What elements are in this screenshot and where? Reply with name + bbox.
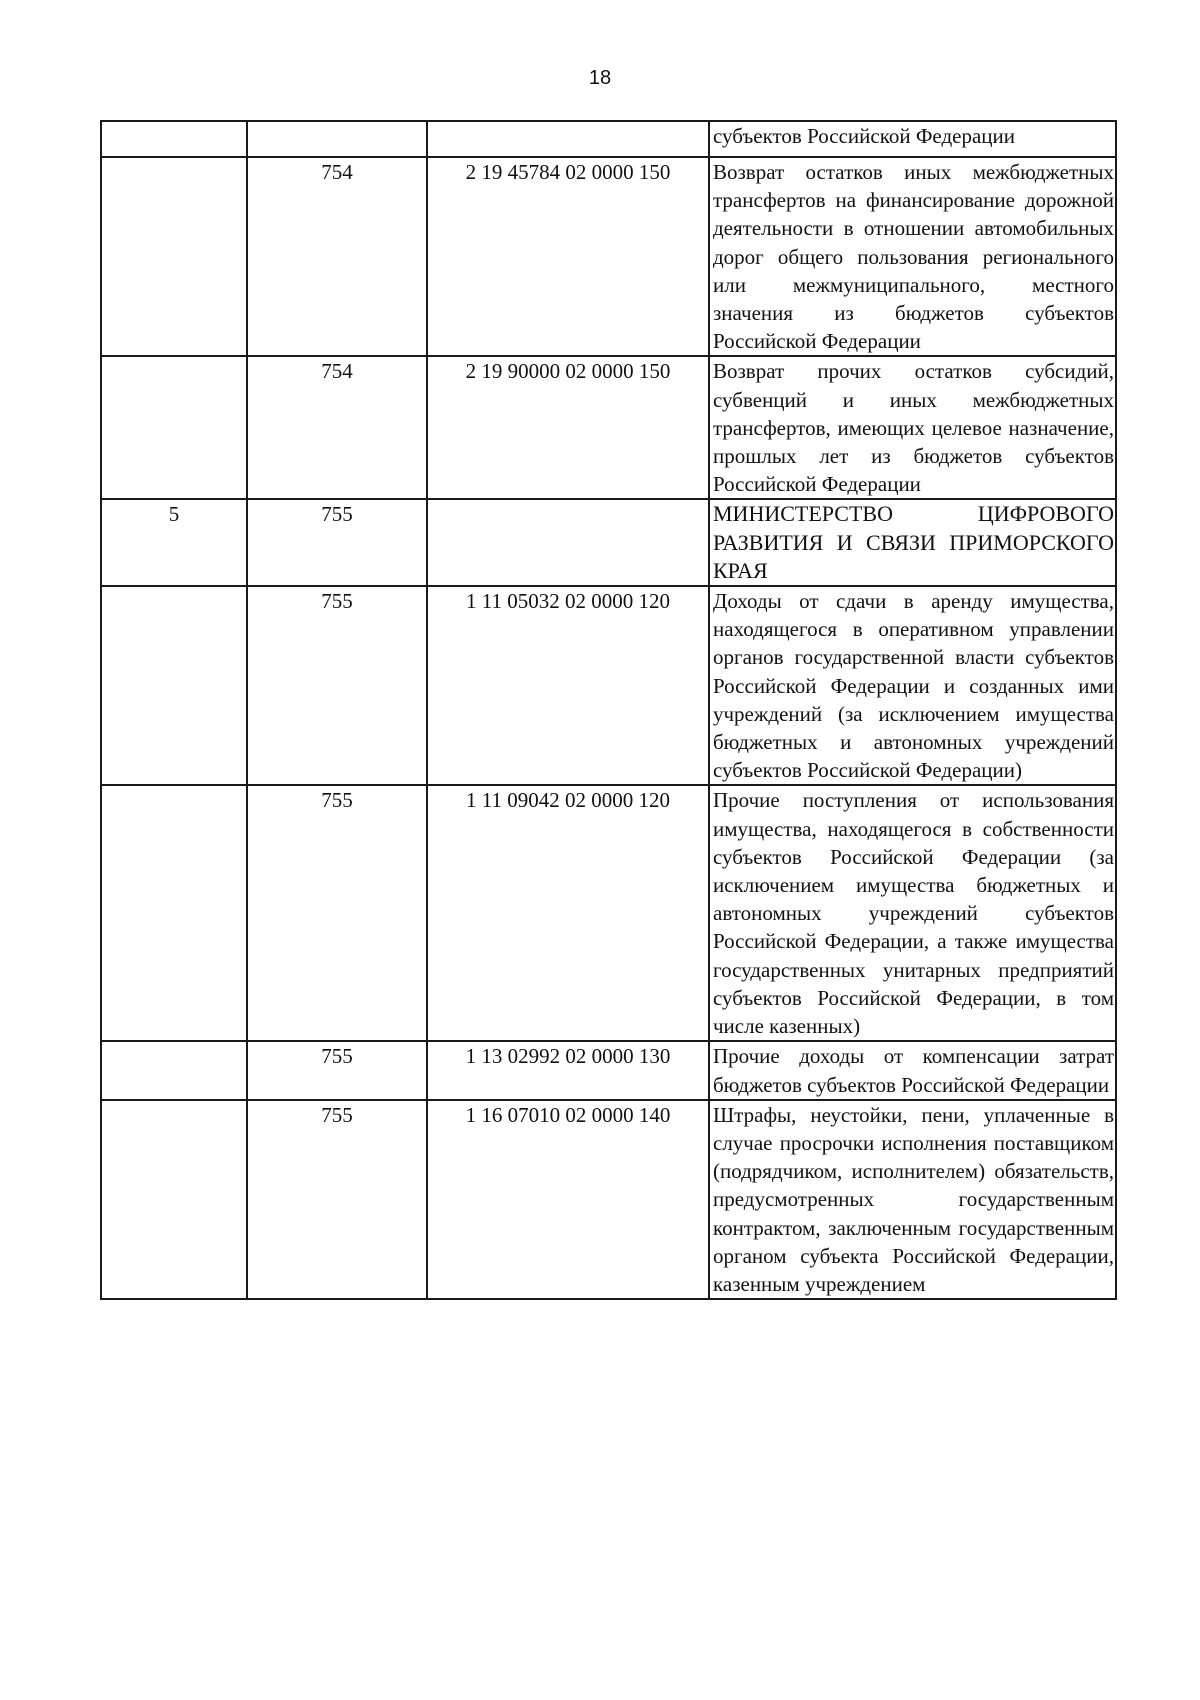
budget-classification-code-cell: 2 19 45784 02 0000 150 (427, 157, 709, 356)
table-row (101, 1100, 1116, 1299)
administrator-code-cell (247, 121, 427, 157)
revenue-name-text: Прочие доходы от компенсации затрат бюджетов субъектов Российской Федерации (713, 1044, 1114, 1097)
revenue-administrators-table (100, 120, 1117, 1300)
table-row (101, 121, 1116, 157)
administrator-code-cell: 755 (247, 1100, 427, 1299)
administrator-code-cell: 755 (247, 586, 427, 785)
budget-classification-code-cell: 1 16 07010 02 0000 140 (427, 1100, 709, 1299)
revenue-name-cell (709, 785, 1116, 1041)
revenue-name-text: Возврат остатков иных межбюджетных трансфертов на финансирование дорожной деятельности в отношении автомобильных дорог общего пользования регионального или межмуниципального, местного значения из бюджетов субъектов Российской Федерации (713, 160, 1114, 354)
revenue-name-cell (709, 157, 1116, 356)
table-row (101, 157, 1116, 356)
budget-classification-code-cell (427, 121, 709, 157)
revenue-name-cell (709, 586, 1116, 785)
revenue-name-text: Возврат прочих остатков субсидий, субвенций и иных межбюджетных трансфертов, имеющих целевое назначение, прошлых лет из бюджетов субъектов Российской Федерации (713, 359, 1114, 497)
row-number-cell (101, 586, 247, 785)
ministry-name-text: МИНИСТЕРСТВО ЦИФРОВОГО РАЗВИТИЯ И СВЯЗИ ПРИМОРСКОГО КРАЯ (713, 501, 1114, 583)
revenue-name-cell (709, 1041, 1116, 1099)
administrator-code-cell: 754 (247, 157, 427, 356)
table-row (101, 1041, 1116, 1099)
budget-classification-code-cell: 2 19 90000 02 0000 150 (427, 356, 709, 499)
budget-classification-code-cell: 1 11 09042 02 0000 120 (427, 785, 709, 1041)
budget-classification-code-cell: 1 13 02992 02 0000 130 (427, 1041, 709, 1099)
administrator-code-cell: 755 (247, 785, 427, 1041)
revenue-name-text: Доходы от сдачи в аренду имущества, находящегося в оперативном управлении органов государственной власти субъектов Российской Федерации и созданных ими учреждений (за исключением имущества бюджетных и автономных учреждений субъектов Российской Федерации) (713, 589, 1114, 783)
revenue-name-cell (709, 356, 1116, 499)
row-number-cell (101, 1041, 247, 1099)
revenue-name-cell (709, 1100, 1116, 1299)
table-row (101, 499, 1116, 586)
revenue-name-cell (709, 499, 1116, 586)
row-number-cell (101, 785, 247, 1041)
table-row (101, 586, 1116, 785)
table-row (101, 356, 1116, 499)
row-number-cell: 5 (101, 499, 247, 586)
revenue-name-cell (709, 121, 1116, 157)
row-number-cell (101, 157, 247, 356)
administrator-code-cell: 755 (247, 1041, 427, 1099)
administrator-code-cell: 755 (247, 499, 427, 586)
row-number-cell (101, 1100, 247, 1299)
administrator-code-cell: 754 (247, 356, 427, 499)
row-number-cell (101, 121, 247, 157)
revenue-name-text: Прочие поступления от использования имущества, находящегося в собственности субъектов Российской Федерации (за исключением имущества бюджетных и автономных учреждений субъектов Российской Федерации, а также имущества государственных унитарных предприятий субъектов Российской Федерации, в том числе казенных) (713, 788, 1114, 1039)
page-number: 18 (588, 67, 612, 89)
budget-classification-code-cell: 1 11 05032 02 0000 120 (427, 586, 709, 785)
revenue-name-text: субъектов Российской Федерации (713, 124, 1016, 148)
budget-classification-code-cell (427, 499, 709, 586)
table-row (101, 785, 1116, 1041)
revenue-name-text: Штрафы, неустойки, пени, уплаченные в случае просрочки исполнения поставщиком (подрядчиком, исполнителем) обязательств, предусмотренных государственным контрактом, заключенным государственным органом субъекта Российской Федерации, казенным учреждением (713, 1102, 1114, 1296)
row-number-cell (101, 356, 247, 499)
